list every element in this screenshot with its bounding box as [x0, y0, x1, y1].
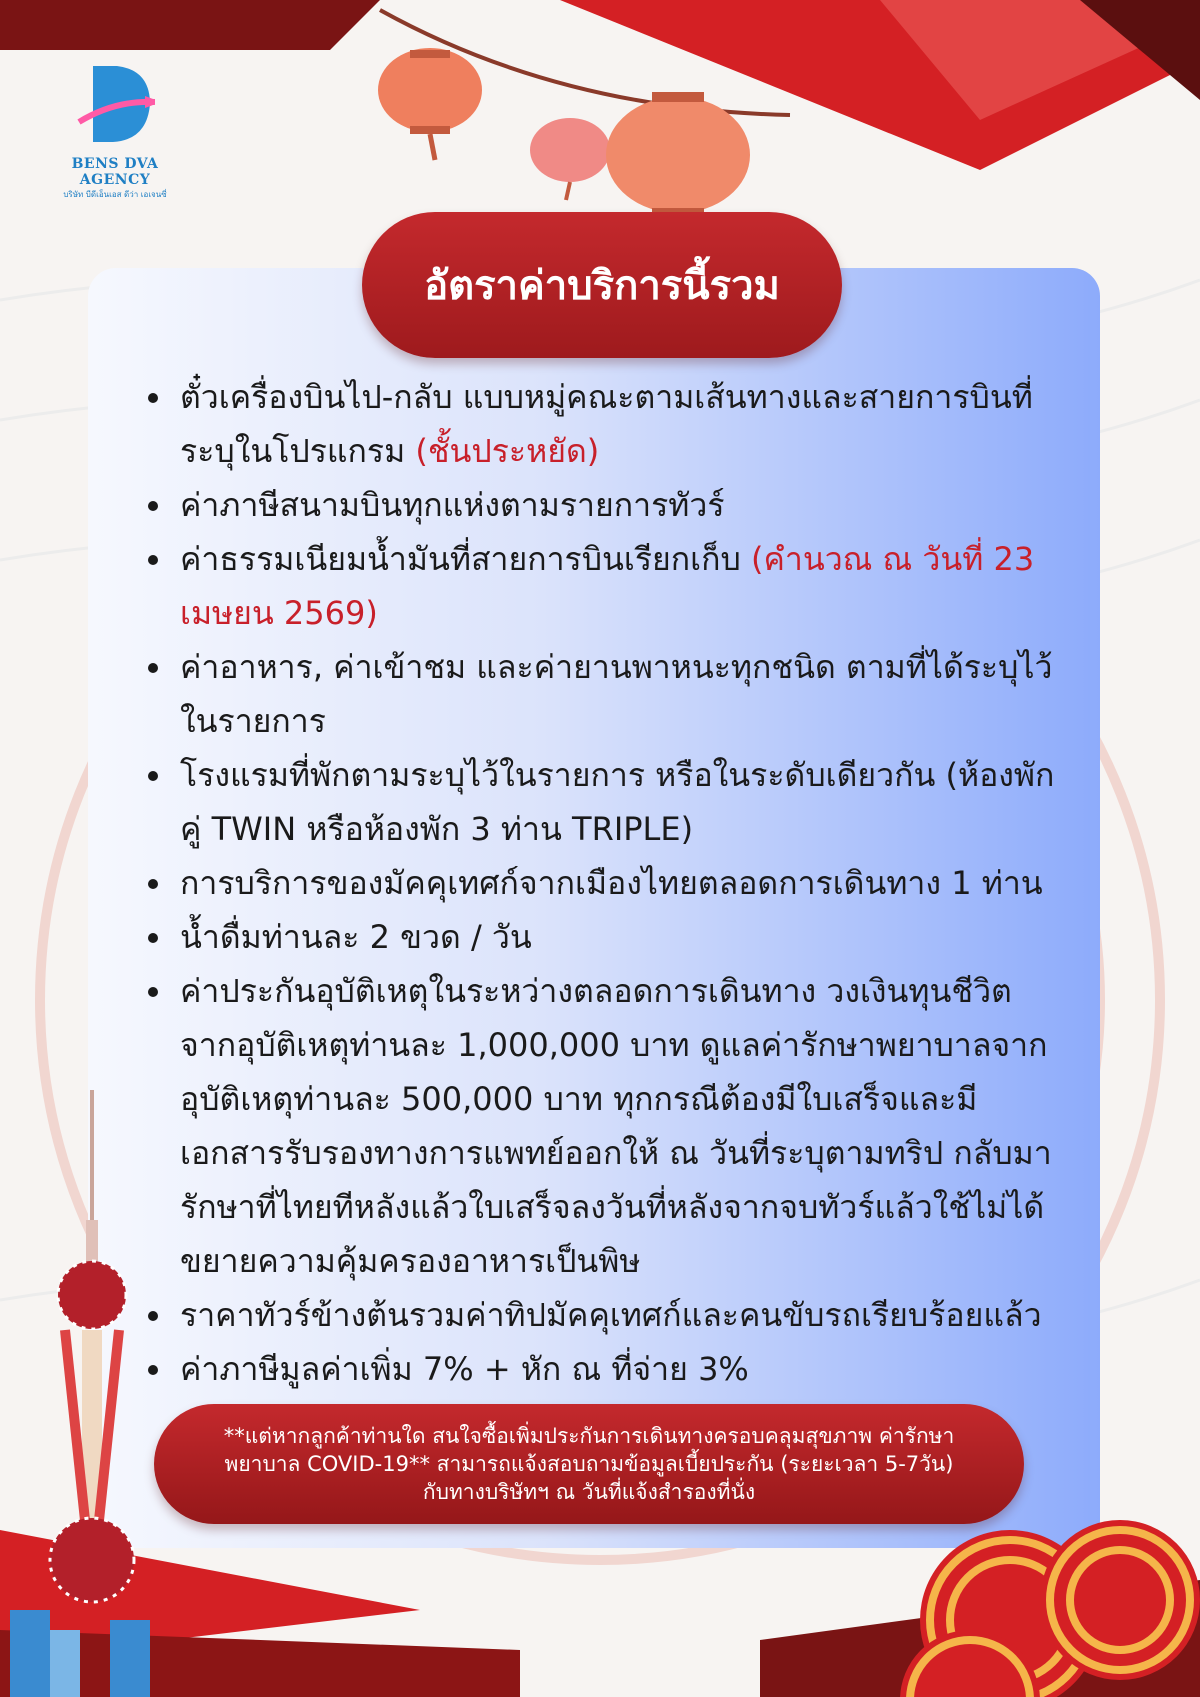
item-text: การบริการของมัคคุเทศก์จากเมืองไทยตลอดการเดินทาง 1 ท่าน [180, 864, 1043, 902]
bullet-icon [148, 987, 158, 997]
bullet-icon [148, 771, 158, 781]
bullet-icon [148, 501, 158, 511]
tv-tower-icon [0, 1090, 170, 1697]
logo-subname: บริษัท บีดีเอ็นเอส ดีว่า เอเจนซี่ [63, 190, 167, 199]
page-title: อัตราค่าบริการนี้รวม [424, 263, 780, 309]
list-item [144, 964, 1064, 1288]
item-text: ค่าอาหาร, ค่าเข้าชม และค่ายานพาหนะทุกชนิด ตามที่ได้ระบุไว้ในรายการ [180, 648, 1053, 740]
service-items-list [144, 370, 1064, 1396]
fan-decoration [890, 1490, 1200, 1697]
item-text: ค่าภาษีสนามบินทุกแห่งตามรายการทัวร์ [180, 486, 725, 524]
bullet-icon [148, 933, 158, 943]
item-text: ค่าธรรมเนียมน้ำมันที่สายการบินเรียกเก็บ [180, 540, 751, 578]
item-text: ค่าประกันอุบัติเหตุในระหว่างตลอดการเดินทาง วงเงินทุนชีวิตจากอุบัติเหตุท่านละ 1,000,000 บาท ดูแลค่ารักษาพยาบาลจากอุบัติเหตุท่านละ 500,000 บาท ทุกกรณีต้องมีใบเสร็จและมีเอกสารรับรองทางการแพทย์ออกให้ ณ วันที่ระบุตามทริป กลับมารักษาที่ไทยทีหลังแล้วใบเสร็จลงวันที่หลังจากจบทัวร์แล้วใช้ไม่ได้ ขยายความคุ้มครองอาหารเป็นพิษ [180, 972, 1052, 1280]
item-text: ค่าภาษีมูลค่าเพิ่ม 7% + หัก ณ ที่จ่าย 3% [180, 1350, 749, 1388]
list-item [144, 370, 1064, 478]
title-pill [362, 212, 842, 358]
list-item [144, 478, 1064, 532]
item-text: น้ำดื่มท่านละ 2 ขวด / วัน [180, 918, 532, 956]
footer-note: **แต่หากลูกค้าท่านใด สนใจซื้อเพิ่มประกันการเดินทางครอบคลุมสุขภาพ ค่ารักษาพยาบาล COVID-19** สามารถแจ้งสอบถามข้อมูลเบี้ยประกัน (ระยะเวลา 5-7วัน) กับทางบริษัทฯ ณ วันที่แจ้งสำรองที่นั่ง [223, 1424, 955, 1504]
list-item [144, 532, 1064, 640]
item-text: ตั๋วเครื่องบินไป-กลับ แบบหมู่คณะตามเส้นทางและสายการบินที่ระบุในโปรแกรม [180, 378, 1033, 470]
bullet-icon [148, 393, 158, 403]
item-text: ราคาทัวร์ข้างต้นรวมค่าทิปมัคคุเทศก์และคนขับรถเรียบร้อยแล้ว [180, 1296, 1042, 1334]
item-highlight: (คำนวณ ณ วันที่ 23 เมษยน 2569) [180, 540, 1035, 632]
list-item [144, 910, 1064, 964]
bullet-icon [148, 663, 158, 673]
list-item [144, 1288, 1064, 1342]
item-highlight: (ชั้นประหยัด) [415, 432, 600, 470]
list-item [144, 748, 1064, 856]
list-item [144, 1342, 1064, 1396]
plane-logo-icon [75, 60, 155, 150]
brand-logo [40, 60, 190, 201]
bullet-icon [148, 555, 158, 565]
item-text: โรงแรมที่พักตามระบุไว้ในรายการ หรือในระดับเดียวกัน (ห้องพักคู่ TWIN หรือห้องพัก 3 ท่าน TRIPLE) [180, 756, 1055, 848]
list-item [144, 856, 1064, 910]
bullet-icon [148, 879, 158, 889]
logo-name: BENS DVA AGENCY [71, 156, 159, 188]
list-item [144, 640, 1064, 748]
